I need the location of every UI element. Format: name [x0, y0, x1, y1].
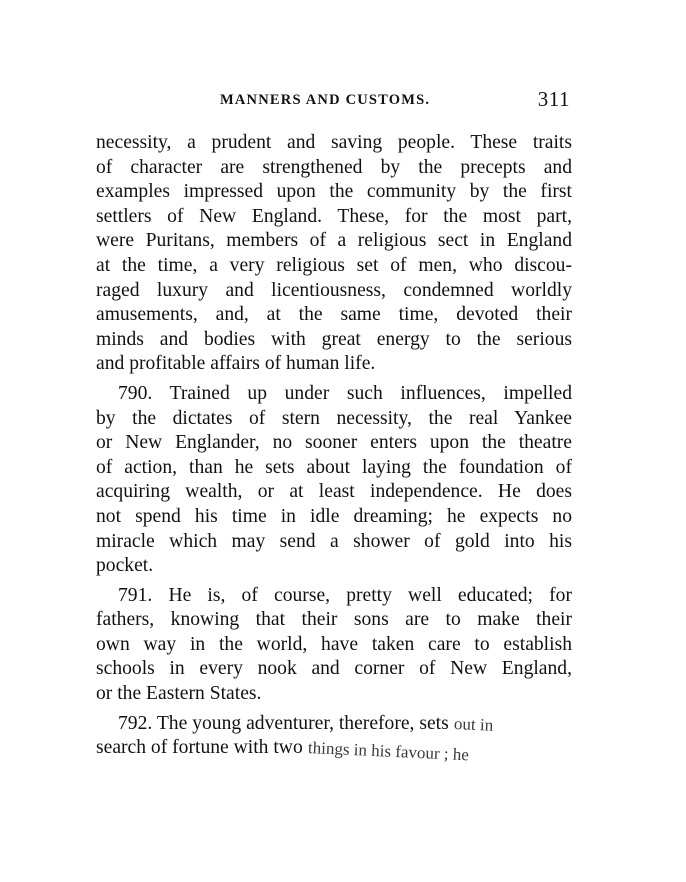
text-line: own way in the world, have taken care to establish: [96, 633, 572, 655]
text-line: acquiring wealth, or at least independence. He does: [96, 481, 572, 503]
page-number: 311: [537, 87, 570, 111]
paragraph-790: [96, 382, 572, 579]
text-line: examples impressed upon the community by the first: [96, 181, 572, 203]
text-line: or New Englander, no sooner enters upon the theatre: [96, 432, 572, 454]
text-line: 790. Trained up under such influences, impelled: [118, 382, 572, 404]
text-line: of character are strengthened by the precepts and: [96, 156, 572, 178]
text-line: [96, 712, 572, 737]
text-line: at the time, a very religious set of men, who discou-: [96, 254, 572, 276]
text-segment: search of fortune with two: [96, 737, 308, 759]
text-line: settlers of New England. These, for the most part,: [96, 205, 572, 227]
text-line: [96, 736, 572, 765]
smudged-text: things in his favour ; he: [307, 738, 469, 765]
text-line: miracle which may send a shower of gold into his: [96, 530, 572, 552]
text-line: or the Eastern States.: [96, 683, 262, 705]
text-line: pocket.: [96, 555, 154, 577]
text-line: raged luxury and licentiousness, condemned worldly: [96, 279, 572, 301]
smudged-text: out in: [453, 713, 494, 735]
text-line: were Puritans, members of a religious sect in England: [96, 230, 572, 252]
text-line: fathers, knowing that their sons are to make their: [96, 609, 572, 631]
paragraph-791: [96, 584, 572, 707]
text-line: and profitable affairs of human life.: [96, 353, 376, 375]
text-line: by the dictates of stern necessity, the real Yankee: [96, 407, 572, 429]
text-line: necessity, a prudent and saving people. These traits: [96, 132, 572, 153]
text-line: schools in every nook and corner of New England,: [96, 658, 572, 680]
text-line: not spend his time in idle dreaming; he expects no: [96, 505, 572, 527]
running-title: MANNERS AND CUSTOMS.: [220, 92, 431, 108]
text-line: of action, than he sets about laying the foundation of: [96, 456, 572, 478]
text-line: minds and bodies with great energy to the serious: [96, 328, 572, 350]
body-text: [96, 131, 572, 765]
text-segment: 792. The young adventurer, therefore, sets: [118, 712, 454, 734]
running-head: [96, 87, 572, 116]
paragraph-continued: [96, 131, 572, 377]
text-line: amusements, and, at the same time, devoted their: [96, 304, 572, 326]
text-line: 791. He is, of course, pretty well educated; for: [118, 584, 572, 606]
paragraph-792: [96, 712, 572, 765]
